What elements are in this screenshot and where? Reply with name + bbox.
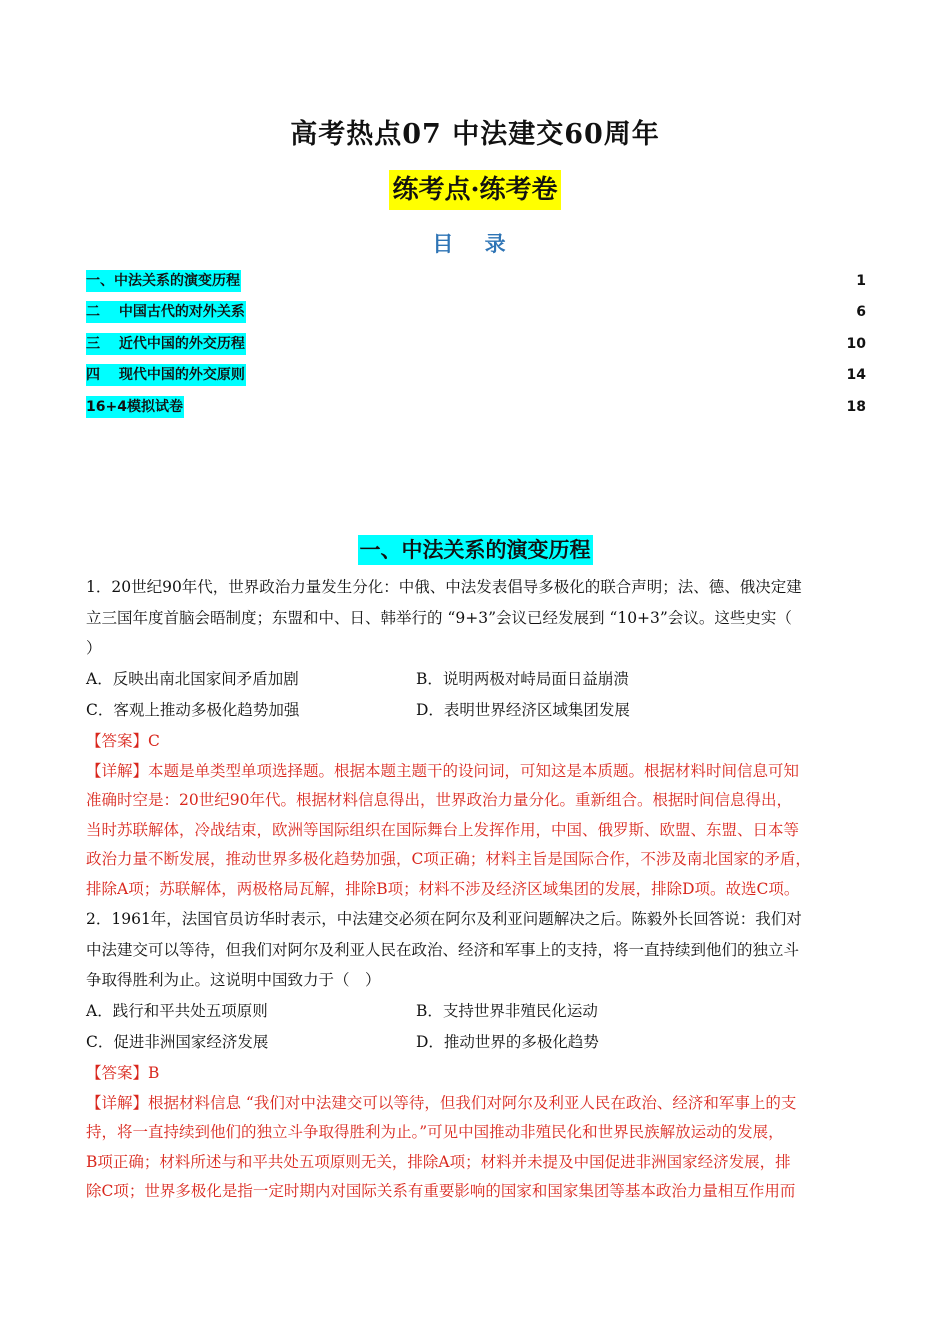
detail-line: 政治力量不断发展，推动世界多极化趋势加强，C项正确；材料主旨是国际合作，不涉及南北国家的矛盾， — [86, 850, 811, 868]
stem-line: 争取得胜利为止。这说明中国致力于（ ） — [86, 971, 381, 989]
toc-entry[interactable] — [86, 396, 866, 427]
question-1-answer: 【答案】C — [86, 731, 160, 750]
toc-entry-page: 10 — [846, 335, 866, 352]
option-d: D．表明世界经济区域集团发展 — [416, 700, 630, 719]
toc-entry-label[interactable]: 一、中法关系的演变历程 — [86, 270, 241, 292]
toc-entry-page: 1 — [856, 273, 866, 289]
toc-entry-label[interactable]: 三 近代中国的外交历程 — [86, 333, 246, 355]
detail-line: 【详解】根据材料信息 “我们对中法建交可以等待，但我们对阿尔及利亚人民在政治、经济和军事上的支 — [86, 1093, 797, 1112]
detail-line: 持，将一直持续到他们的独立斗争取得胜利为止。”可见中国推动非殖民化和世界民族解放运动的发展， — [86, 1123, 784, 1141]
stem-line: ） — [86, 639, 102, 657]
toc-entry-label[interactable]: 二 中国古代的对外关系 — [86, 301, 246, 323]
toc-entry-label[interactable]: 16+4模拟试卷 — [86, 396, 184, 418]
detail-line: B项正确；材料所述与和平共处五项原则无关，排除A项；材料并未提及中国促进非洲国家经济发展，排 — [86, 1152, 791, 1171]
stem-line: 立三国年度首脑会晤制度；东盟和中、日、韩举行的 “9+3”会议已经发展到 “10+3”会议。这些史实（ — [86, 608, 792, 627]
toc-entry[interactable] — [86, 364, 866, 395]
question-1-options-row — [86, 664, 871, 695]
detail-line: 排除A项；苏联解体，两极格局瓦解，排除B项；材料不涉及经济区域集团的发展，排除D项。故选C项。 — [86, 879, 800, 898]
stem-line: 2．1961年，法国官员访华时表示，中法建交必须在阿尔及利亚问题解决之后。陈毅外长回答说：我们对 — [86, 910, 802, 928]
toc-entry-page: 18 — [846, 398, 866, 415]
subtitle-container — [0, 170, 950, 210]
question-2-options-row — [86, 996, 871, 1027]
stem-line: 1．20世纪90年代，世界政治力量发生分化：中俄、中法发表倡导多极化的联合声明；法、德、俄决定建 — [86, 578, 802, 596]
question-2-stem — [86, 904, 871, 996]
question-2-options-row — [86, 1027, 871, 1058]
question-1-options-row — [86, 695, 871, 726]
toc-entry-page: 6 — [856, 304, 866, 321]
option-a: A．践行和平共处五项原则 — [86, 1001, 268, 1020]
toc-heading: 目 录 — [432, 231, 518, 256]
option-b: B．说明两极对峙局面日益崩溃 — [416, 669, 629, 688]
question-1-detail — [86, 757, 871, 905]
option-c: C．客观上推动多极化趋势加强 — [86, 700, 300, 719]
table-of-contents — [86, 270, 866, 427]
question-content — [86, 572, 871, 1207]
option-d: D．推动世界的多极化趋势 — [416, 1032, 599, 1051]
detail-line: 【详解】本题是单类型单项选择题。根据本题主题干的设问词，可知这是本质题。根据材料时间信息可知 — [86, 761, 800, 780]
section-heading-container — [0, 535, 950, 565]
toc-entry[interactable] — [86, 301, 866, 332]
option-a: A．反映出南北国家间矛盾加剧 — [86, 669, 299, 688]
toc-entry[interactable] — [86, 270, 866, 301]
toc-entry-label[interactable]: 四 现代中国的外交原则 — [86, 364, 246, 386]
stem-line: 中法建交可以等待，但我们对阿尔及利亚人民在政治、经济和军事上的支持，将一直持续到他们的独立斗 — [86, 940, 800, 959]
question-2-detail — [86, 1089, 871, 1207]
detail-line: 当时苏联解体，冷战结束，欧洲等国际组织在国际舞台上发挥作用，中国、俄罗斯、欧盟、东盟、日本等 — [86, 820, 800, 839]
toc-entry[interactable] — [86, 333, 866, 364]
document-subtitle: 练考点·练考卷 — [389, 170, 560, 210]
question-2-answer: 【答案】B — [86, 1063, 160, 1082]
option-c: C．促进非洲国家经济发展 — [86, 1032, 269, 1051]
document-title: 高考热点07 中法建交60周年 — [290, 119, 660, 150]
detail-line: 准确时空是：20世纪90年代。根据材料信息得出，世界政治力量分化。重新组合。根据时间信息得出， — [86, 791, 792, 809]
question-1-stem — [86, 572, 871, 664]
option-b: B．支持世界非殖民化运动 — [416, 1001, 598, 1020]
toc-entry-page: 14 — [846, 367, 866, 384]
detail-line: 除C项；世界多极化是指一定时期内对国际关系有重要影响的国家和国家集团等基本政治力量相互作用而 — [86, 1182, 796, 1200]
section-heading: 一、中法关系的演变历程 — [358, 535, 593, 565]
